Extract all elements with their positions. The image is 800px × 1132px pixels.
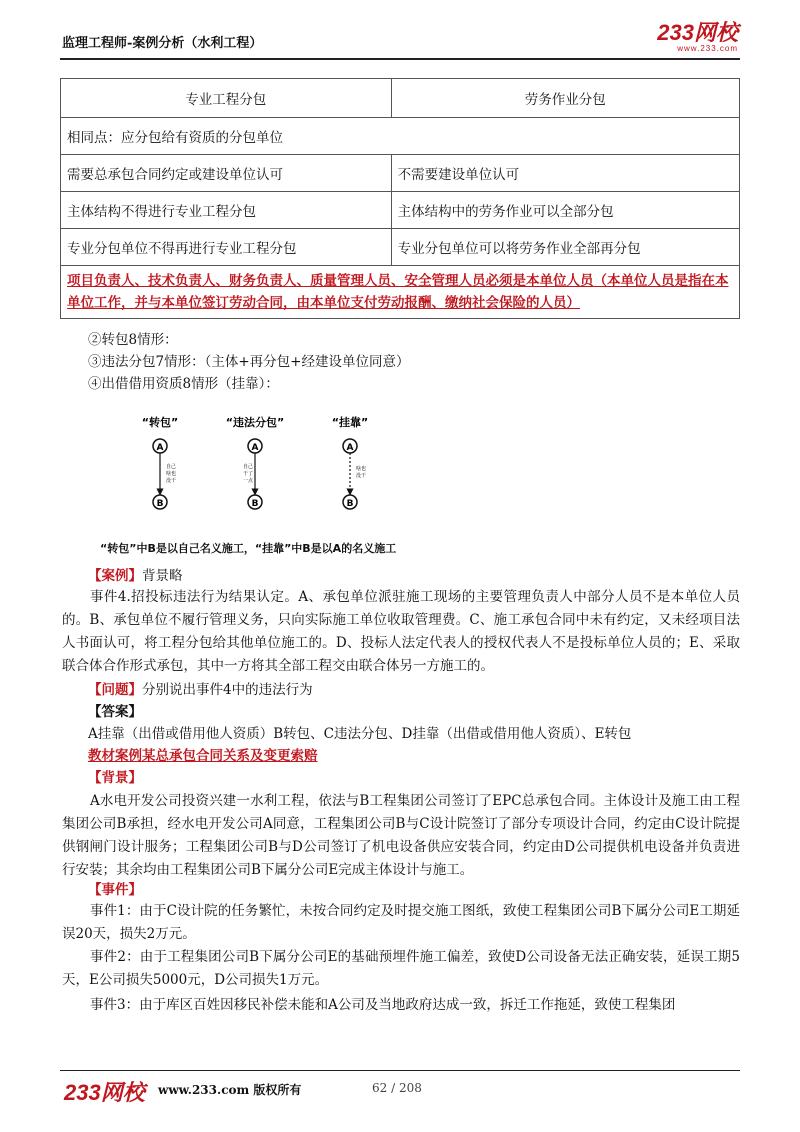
diagram-transfer xyxy=(142,415,178,509)
item-illegal-subcontract: ③违法分包7情形：（主体+再分包+经建设单位同意） xyxy=(88,354,410,370)
table-row xyxy=(61,155,740,192)
table-row xyxy=(61,266,740,319)
mid-text: 啥也 xyxy=(356,466,367,472)
question-heading xyxy=(88,680,768,700)
events-tag: 【事件】 xyxy=(88,882,142,898)
table-cell: 需要总承包合同约定或建设单位认可 xyxy=(61,155,392,192)
table-cell: 主体结构中的劳务作业可以全部分包 xyxy=(391,192,739,229)
subcontract-comparison-table xyxy=(60,78,740,319)
table-header-row xyxy=(61,79,740,118)
background-tag: 【背景】 xyxy=(88,770,142,786)
background-text: A水电开发公司投资兴建一水利工程，依法与B工程集团公司签订了EPC总承包合同。主体设计及施工由工程集团公司B承担，经水电开发公司A同意，工程集团公司B与C设计院签订了部分专项设计合同，约定由C设计院提供钢闸门设计服务；工程集团公司B与D公司签订了机电设备供应安装合同，约定由D公司提供机电设备并负责进行安装；其余均由工程集团公司B下属分公司E完成主体设计与施工。 xyxy=(62,793,740,878)
common-point-cell: 相同点：应分包给有资质的分包单位 xyxy=(61,118,740,155)
table-row xyxy=(61,192,740,229)
personnel-note-cell: 项目负责人、技术负责人、财务负责人、质量管理人员、安全管理人员必须是本单位人员（本单位人员是指在本单位工作，并与本单位签订劳动合同，由本单位支付劳动报酬、缴纳社会保险的人员） xyxy=(61,266,740,319)
node-a-label: A xyxy=(346,443,354,453)
mid-text: 自己 xyxy=(243,464,254,470)
table-cell: 不需要建设单位认可 xyxy=(391,155,739,192)
col-header-labor: 劳务作业分包 xyxy=(391,79,739,118)
footer-logo: 233网校 xyxy=(64,1080,145,1105)
table-row xyxy=(61,229,740,266)
table-cell: 专业分包单位可以将劳务作业全部再分包 xyxy=(391,229,739,266)
logo-url: www.233.com xyxy=(677,44,738,53)
footer-copyright: www.233.com 版权所有 xyxy=(158,1083,302,1097)
col-header-professional: 专业工程分包 xyxy=(61,79,392,118)
answer-text: A挂靠（出借或借用他人资质）B转包、C违法分包、D挂靠（出借或借用他人资质）、E转包 xyxy=(88,726,632,742)
item-lending-qualification: ④出借借用资质8情形（挂靠）： xyxy=(88,376,279,392)
node-b-label: B xyxy=(251,499,259,509)
diagram-label-affiliation: “挂靠” xyxy=(331,416,369,429)
item-transfer-contract: ②转包8情形： xyxy=(88,332,178,348)
case-event4: 事件4.招投标违法行为结果认定。A、承包单位派驻施工现场的主要管理负责人中部分人员不是本单位人员的。B、承包单位不履行管理义务，只向实际施工单位收取管理费。C、施工承包合同中未有约定，又未经项目法人书面认可，将工程分包给其他单位施工的。D、投标人法定代表人的授权代表人不是投标单位人员的；E、采取联合体合作形式承包，其中一方将其全部工程交由联合体另一方施工的。 xyxy=(62,589,740,674)
mid-text: 啥也 xyxy=(166,471,177,477)
mid-text: 一点 xyxy=(243,478,254,484)
event2-text: 事件2：由于工程集团公司B下属分公司E的基础预埋件施工偏差，致使D公司设备无法正确安装，延误工期5天，E公司损失5000元，D公司损失1万元。 xyxy=(62,949,740,988)
node-a-label: A xyxy=(156,443,164,453)
mid-text: 干了 xyxy=(243,471,254,477)
case-tag: 【案例】 xyxy=(88,568,142,584)
event1-text: 事件1：由于C设计院的任务繁忙，未按合同约定及时提交施工图纸，致使工程集团公司B下属分公司E工期延误20天，损失2万元。 xyxy=(62,903,740,942)
case-title: 背景略 xyxy=(142,568,183,584)
header-divider xyxy=(60,58,740,60)
diagram-caption: “转包”中B是以自己名义施工，“挂靠”中B是以A的名义施工 xyxy=(100,542,397,555)
node-b-label: B xyxy=(156,499,164,509)
node-b-label: B xyxy=(346,499,354,509)
case-heading xyxy=(88,566,768,586)
header-title: 监理工程师-案例分析（水利工程） xyxy=(62,36,263,51)
question-text: 分别说出事件4中的违法行为 xyxy=(142,682,313,698)
diagram-affiliation xyxy=(332,415,368,509)
brand-logo xyxy=(657,22,738,53)
mid-text: 没干 xyxy=(356,473,367,479)
table-cell: 主体结构不得进行专业工程分包 xyxy=(61,192,392,229)
contract-flow-diagram xyxy=(110,408,430,558)
diagram-illegal-subcontract xyxy=(226,415,284,509)
question-tag: 【问题】 xyxy=(88,682,142,698)
mid-text: 没干 xyxy=(166,478,177,484)
answer-tag: 【答案】 xyxy=(88,704,142,720)
table-cell: 专业分包单位不得再进行专业工程分包 xyxy=(61,229,392,266)
page-number: 62 / 208 xyxy=(372,1081,422,1095)
footer-divider xyxy=(60,1070,740,1071)
mid-text: 自己 xyxy=(166,464,177,470)
diagram-label-illegal: “违法分包” xyxy=(225,416,285,429)
table-row xyxy=(61,118,740,155)
event3-text: 事件3：由于库区百姓因移民补偿未能和A公司及当地政府达成一致，拆迁工作拖延，致使工程集团 xyxy=(90,997,676,1013)
section-title: 教材案例某总承包合同关系及变更索赔 xyxy=(88,748,318,764)
diagram-label-transfer: “转包” xyxy=(141,416,179,429)
logo-text: 233网校 xyxy=(657,20,738,45)
node-a-label: A xyxy=(251,443,259,453)
